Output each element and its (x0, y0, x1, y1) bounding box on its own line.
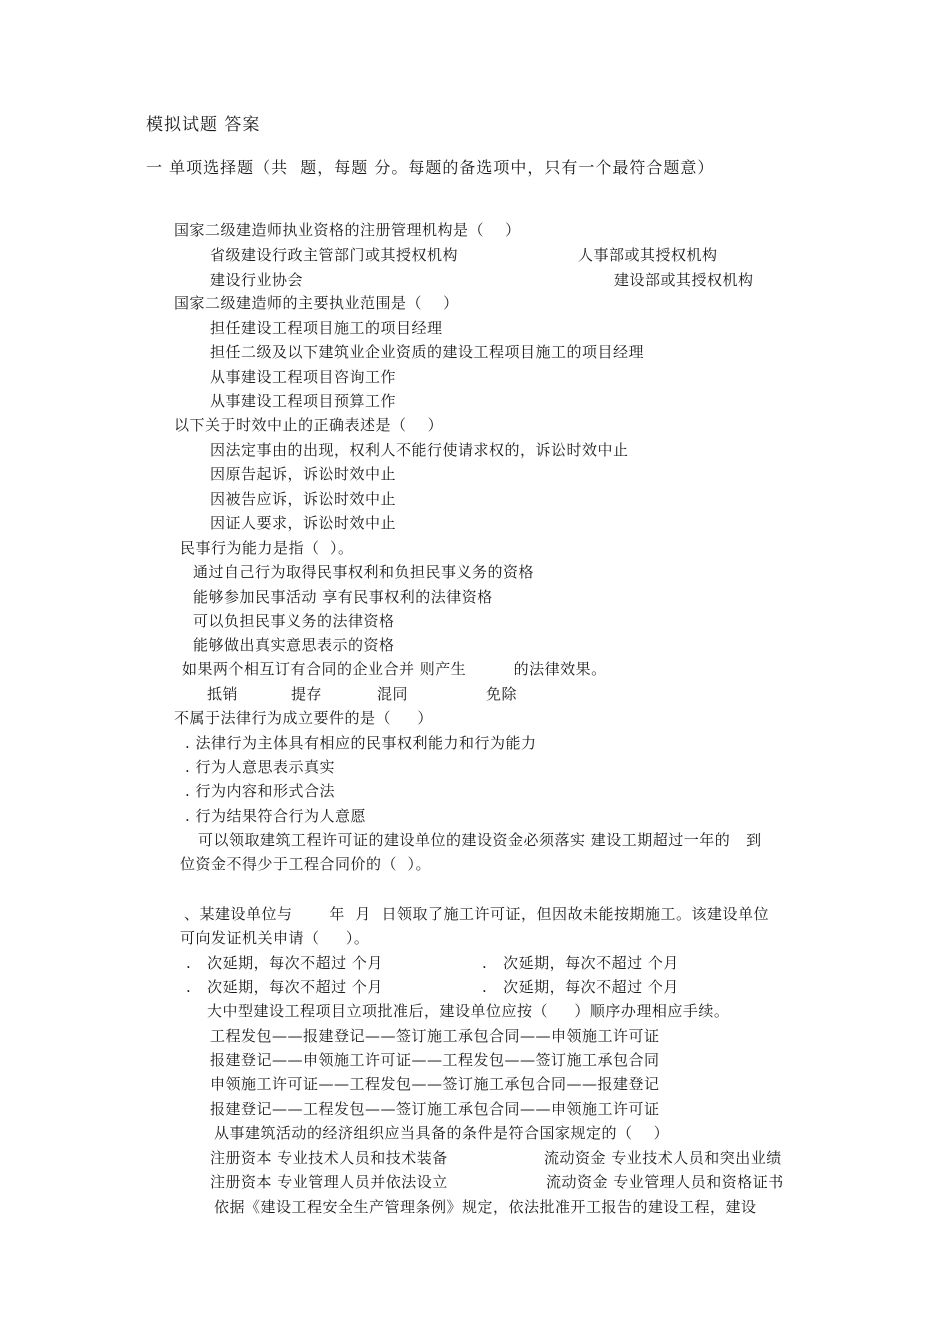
question-5-option-b: 提存 (291, 685, 323, 703)
question-2-option-b: 担任二级及以下建筑业企业资质的建设工程项目施工的项目经理 (210, 343, 645, 361)
question-8-stem-line-1: 、某建设单位与 年 月 日领取了施工许可证，但因故未能按期施工。该建设单位 (184, 905, 769, 923)
question-2-option-a: 担任建设工程项目施工的项目经理 (210, 319, 443, 337)
question-4-option-c: 可以负担民事义务的法律资格 (193, 612, 395, 630)
question-1-option-d: 建设部或其授权机构 (614, 271, 754, 289)
question-10-option-d: 流动资金 专业管理人员和资格证书 (546, 1173, 784, 1191)
question-3-option-a: 因法定事由的出现，权利人不能行使请求权的，诉讼时效中止 (210, 441, 629, 459)
question-6-option-c: . 行为内容和形式合法 (185, 782, 336, 800)
question-2-option-c: 从事建设工程项目咨询工作 (210, 368, 397, 386)
question-8-stem-line-2: 可向发证机关申请（ ）。 (180, 929, 370, 947)
question-9-stem: 大中型建设工程项目立项批准后，建设单位应按（ ）顺序办理相应手续。 (207, 1002, 730, 1020)
question-10-option-a: 注册资本 专业技术人员和技术装备 (210, 1149, 448, 1167)
question-6-option-a: . 法律行为主体具有相应的民事权利能力和行为能力 (185, 734, 537, 752)
question-8-option-d: . 次延期，每次不超过 个月 (482, 978, 679, 996)
question-9-option-c: 申领施工许可证——工程发包——签订施工承包合同——报建登记 (210, 1075, 660, 1093)
question-7-stem-line-1: 可以领取建筑工程许可证的建设单位的建设资金必须落实 建设工期超过一年的 到 (198, 831, 762, 849)
question-9-option-b: 报建登记——申领施工许可证——工程发包——签订施工承包合同 (210, 1051, 660, 1069)
question-1-option-b: 人事部或其授权机构 (578, 246, 718, 264)
question-3-stem: 以下关于时效中止的正确表述是（ ） (174, 416, 444, 434)
question-9-option-d: 报建登记——工程发包——签订施工承包合同——申领施工许可证 (210, 1100, 660, 1118)
question-4-option-a: 通过自己行为取得民事权利和负担民事义务的资格 (193, 563, 535, 581)
question-1-option-c: 建设行业协会 (210, 271, 304, 289)
question-3-option-d: 因证人要求，诉讼时效中止 (210, 514, 397, 532)
question-8-option-a: . 次延期，每次不超过 个月 (186, 954, 383, 972)
question-10-option-c: 注册资本 专业管理人员并依法设立 (210, 1173, 448, 1191)
question-5-option-c: 混同 (377, 685, 409, 703)
question-4-option-b: 能够参加民事活动 享有民事权利的法律资格 (193, 588, 493, 606)
question-11-stem: 依据《建设工程安全生产管理条例》规定，依法批准开工报告的建设工程，建设 (214, 1198, 757, 1216)
question-8-option-b: . 次延期，每次不超过 个月 (482, 954, 679, 972)
question-5-option-a: 抵销 (207, 685, 239, 703)
section-header: 一 单项选择题（共 题，每题 分。每题的备选项中，只有一个最符合题意） (146, 158, 715, 177)
question-1-stem: 国家二级建造师执业资格的注册管理机构是（ ） (174, 221, 521, 239)
question-2-option-d: 从事建设工程项目预算工作 (210, 392, 397, 410)
question-4-option-d: 能够做出真实意思表示的资格 (193, 636, 395, 654)
question-6-option-b: . 行为人意思表示真实 (185, 758, 336, 776)
question-6-option-d: . 行为结果符合行为人意愿 (185, 807, 367, 825)
question-10-stem: 从事建筑活动的经济组织应当具备的条件是符合国家规定的（ ） (214, 1124, 670, 1142)
question-1-option-a: 省级建设行政主管部门或其授权机构 (210, 246, 459, 264)
question-5-stem: 如果两个相互订有合同的企业合并 则产生 的法律效果。 (182, 660, 607, 678)
question-3-option-c: 因被告应诉，诉讼时效中止 (210, 490, 397, 508)
question-7-stem-line-2: 位资金不得少于工程合同价的（ ）。 (180, 855, 432, 873)
question-4-stem: 民事行为能力是指（ ）。 (180, 539, 354, 557)
question-10-option-b: 流动资金 专业技术人员和突出业绩 (544, 1149, 782, 1167)
question-3-option-b: 因原告起诉，诉讼时效中止 (210, 465, 397, 483)
question-9-option-a: 工程发包——报建登记——签订施工承包合同——申领施工许可证 (210, 1027, 660, 1045)
question-5-option-d: 免除 (486, 685, 518, 703)
question-2-stem: 国家二级建造师的主要执业范围是（ ） (174, 294, 459, 312)
question-8-option-c: . 次延期，每次不超过 个月 (186, 978, 383, 996)
question-6-stem: 不属于法律行为成立要件的是（ ） (174, 709, 433, 727)
document-title: 模拟试题 答案 (146, 115, 261, 135)
